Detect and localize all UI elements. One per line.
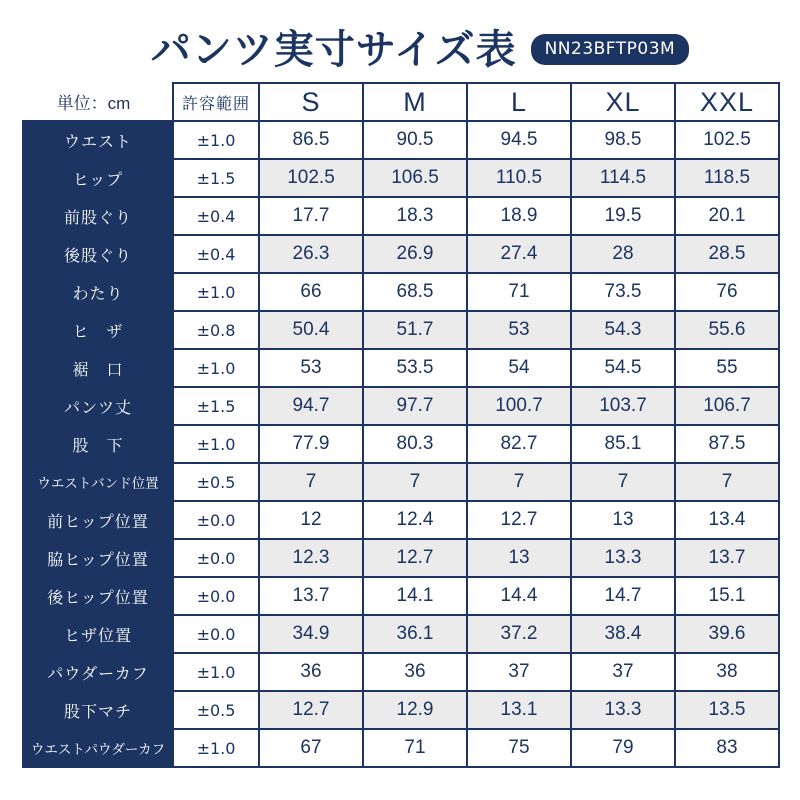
- cell-xl: 103.7: [571, 387, 675, 425]
- cell-l: 100.7: [467, 387, 571, 425]
- tolerance-header: 許容範囲: [173, 83, 259, 121]
- cell-xl: 85.1: [571, 425, 675, 463]
- cell-m: 12.4: [363, 501, 467, 539]
- cell-s: 50.4: [259, 311, 363, 349]
- cell-s: 66: [259, 273, 363, 311]
- row-label: 股下マチ: [23, 691, 173, 729]
- table-row: [23, 121, 779, 159]
- row-label: ウエストバンド位置: [23, 463, 173, 501]
- cell-l: 37.2: [467, 615, 571, 653]
- cell-xxl: 55.6: [675, 311, 779, 349]
- row-tolerance: ±0.0: [173, 501, 259, 539]
- row-label: 裾 口: [23, 349, 173, 387]
- page-title: パンツ実寸サイズ表: [150, 28, 517, 72]
- cell-s: 12: [259, 501, 363, 539]
- row-tolerance: ±1.5: [173, 159, 259, 197]
- size-header-m: M: [363, 83, 467, 121]
- cell-xl: 19.5: [571, 197, 675, 235]
- size-header-l: L: [467, 83, 571, 121]
- row-tolerance: ±0.4: [173, 235, 259, 273]
- table-row: [23, 387, 779, 425]
- row-tolerance: ±1.5: [173, 387, 259, 425]
- cell-m: 68.5: [363, 273, 467, 311]
- cell-xl: 54.3: [571, 311, 675, 349]
- row-tolerance: ±0.0: [173, 615, 259, 653]
- cell-l: 7: [467, 463, 571, 501]
- row-tolerance: ±1.0: [173, 425, 259, 463]
- row-tolerance: ±0.4: [173, 197, 259, 235]
- cell-m: 97.7: [363, 387, 467, 425]
- cell-l: 12.7: [467, 501, 571, 539]
- table-row: [23, 615, 779, 653]
- cell-l: 75: [467, 729, 571, 767]
- cell-xxl: 87.5: [675, 425, 779, 463]
- table-row: [23, 729, 779, 767]
- cell-xl: 37: [571, 653, 675, 691]
- row-tolerance: ±0.8: [173, 311, 259, 349]
- cell-xl: 28: [571, 235, 675, 273]
- cell-m: 80.3: [363, 425, 467, 463]
- cell-l: 82.7: [467, 425, 571, 463]
- cell-l: 13: [467, 539, 571, 577]
- cell-s: 86.5: [259, 121, 363, 159]
- size-header-xxl: XXL: [675, 83, 779, 121]
- cell-m: 90.5: [363, 121, 467, 159]
- table-row: [23, 273, 779, 311]
- row-label: ウエスト: [23, 121, 173, 159]
- row-label: 後股ぐり: [23, 235, 173, 273]
- cell-m: 26.9: [363, 235, 467, 273]
- table-row: [23, 159, 779, 197]
- model-badge: NN23BFTP03M: [531, 34, 690, 65]
- cell-xl: 54.5: [571, 349, 675, 387]
- cell-m: 12.7: [363, 539, 467, 577]
- cell-xl: 7: [571, 463, 675, 501]
- table-row: [23, 463, 779, 501]
- size-table: [22, 82, 780, 768]
- row-label: パンツ丈: [23, 387, 173, 425]
- cell-xxl: 13.7: [675, 539, 779, 577]
- table-row: [23, 235, 779, 273]
- cell-xxl: 106.7: [675, 387, 779, 425]
- cell-m: 53.5: [363, 349, 467, 387]
- cell-l: 14.4: [467, 577, 571, 615]
- cell-xxl: 76: [675, 273, 779, 311]
- cell-s: 12.3: [259, 539, 363, 577]
- size-header-s: S: [259, 83, 363, 121]
- cell-l: 18.9: [467, 197, 571, 235]
- cell-xl: 98.5: [571, 121, 675, 159]
- header-row: [23, 83, 779, 121]
- table-body: [23, 121, 779, 767]
- cell-xxl: 28.5: [675, 235, 779, 273]
- row-tolerance: ±0.0: [173, 539, 259, 577]
- title-row: [22, 14, 778, 70]
- cell-xxl: 102.5: [675, 121, 779, 159]
- cell-l: 13.1: [467, 691, 571, 729]
- row-label: 前ヒップ位置: [23, 501, 173, 539]
- row-label: 後ヒップ位置: [23, 577, 173, 615]
- row-tolerance: ±0.5: [173, 691, 259, 729]
- table-row: [23, 349, 779, 387]
- unit-label: 単位：cm: [23, 83, 173, 121]
- row-label: ヒップ: [23, 159, 173, 197]
- cell-l: 71: [467, 273, 571, 311]
- cell-xxl: 39.6: [675, 615, 779, 653]
- cell-s: 13.7: [259, 577, 363, 615]
- row-label: ウエストパウダーカフ: [23, 729, 173, 767]
- table-row: [23, 425, 779, 463]
- cell-xl: 114.5: [571, 159, 675, 197]
- cell-s: 26.3: [259, 235, 363, 273]
- cell-l: 54: [467, 349, 571, 387]
- cell-xxl: 118.5: [675, 159, 779, 197]
- row-label: ヒザ位置: [23, 615, 173, 653]
- table-row: [23, 539, 779, 577]
- row-tolerance: ±1.0: [173, 653, 259, 691]
- cell-s: 17.7: [259, 197, 363, 235]
- cell-m: 106.5: [363, 159, 467, 197]
- cell-xxl: 13.4: [675, 501, 779, 539]
- table-header: [23, 83, 779, 121]
- row-tolerance: ±0.5: [173, 463, 259, 501]
- row-label: 脇ヒップ位置: [23, 539, 173, 577]
- table-row: [23, 691, 779, 729]
- cell-m: 71: [363, 729, 467, 767]
- table-row: [23, 197, 779, 235]
- cell-s: 77.9: [259, 425, 363, 463]
- table-row: [23, 501, 779, 539]
- cell-s: 34.9: [259, 615, 363, 653]
- cell-m: 51.7: [363, 311, 467, 349]
- cell-m: 18.3: [363, 197, 467, 235]
- cell-s: 102.5: [259, 159, 363, 197]
- cell-xxl: 7: [675, 463, 779, 501]
- cell-xxl: 55: [675, 349, 779, 387]
- cell-m: 36.1: [363, 615, 467, 653]
- cell-m: 14.1: [363, 577, 467, 615]
- row-label: ヒ ザ: [23, 311, 173, 349]
- cell-l: 53: [467, 311, 571, 349]
- row-tolerance: ±1.0: [173, 729, 259, 767]
- cell-m: 36: [363, 653, 467, 691]
- table-row: [23, 653, 779, 691]
- cell-l: 94.5: [467, 121, 571, 159]
- cell-xl: 13.3: [571, 539, 675, 577]
- table-row: [23, 311, 779, 349]
- cell-s: 67: [259, 729, 363, 767]
- cell-xl: 79: [571, 729, 675, 767]
- cell-l: 37: [467, 653, 571, 691]
- row-tolerance: ±0.0: [173, 577, 259, 615]
- cell-xxl: 83: [675, 729, 779, 767]
- cell-xxl: 15.1: [675, 577, 779, 615]
- cell-xxl: 13.5: [675, 691, 779, 729]
- cell-xl: 38.4: [571, 615, 675, 653]
- cell-s: 53: [259, 349, 363, 387]
- cell-s: 36: [259, 653, 363, 691]
- cell-s: 94.7: [259, 387, 363, 425]
- cell-xl: 13.3: [571, 691, 675, 729]
- row-label: パウダーカフ: [23, 653, 173, 691]
- cell-s: 7: [259, 463, 363, 501]
- row-tolerance: ±1.0: [173, 121, 259, 159]
- size-header-xl: XL: [571, 83, 675, 121]
- row-tolerance: ±1.0: [173, 349, 259, 387]
- row-label: 前股ぐり: [23, 197, 173, 235]
- cell-s: 12.7: [259, 691, 363, 729]
- row-tolerance: ±1.0: [173, 273, 259, 311]
- cell-xxl: 20.1: [675, 197, 779, 235]
- cell-xl: 13: [571, 501, 675, 539]
- cell-xl: 73.5: [571, 273, 675, 311]
- row-label: 股 下: [23, 425, 173, 463]
- cell-m: 12.9: [363, 691, 467, 729]
- cell-l: 27.4: [467, 235, 571, 273]
- row-label: わたり: [23, 273, 173, 311]
- table-row: [23, 577, 779, 615]
- cell-xxl: 38: [675, 653, 779, 691]
- cell-l: 110.5: [467, 159, 571, 197]
- cell-xl: 14.7: [571, 577, 675, 615]
- cell-m: 7: [363, 463, 467, 501]
